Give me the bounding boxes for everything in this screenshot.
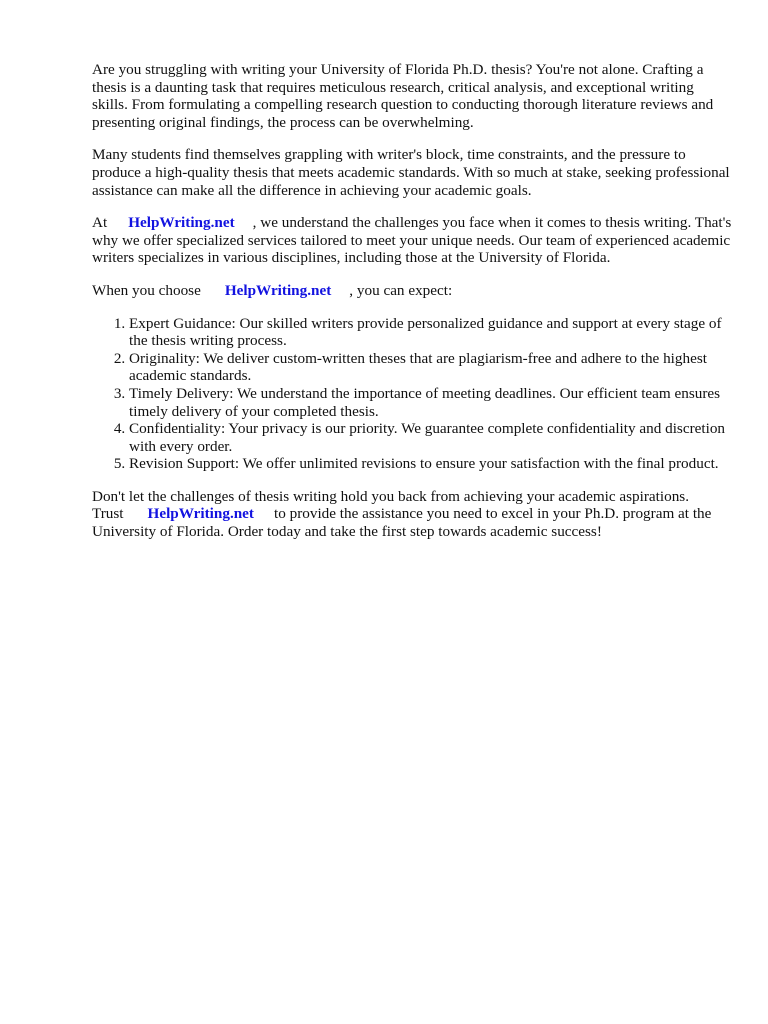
document-page (92, 61, 732, 556)
service-paragraph-lead: At (92, 214, 108, 232)
service-paragraph-text: , we understand the challenges you face when it comes to thesis writing. That's why we offer specialized services tailored to meet your unique needs. Our team of experienced academic writers specializes in various disciplines, including those at the University of Florida. (92, 214, 732, 267)
list-item-originality: 2. Originality: We deliver custom-written theses that are plagiarism-free and adhere to the highest academic standards. (129, 350, 732, 385)
intro-paragraph: Are you struggling with writing your University of Florida Ph.D. thesis? You're not alone. Crafting a thesis is a daunting task that requires meticulous research, critical analysis, and exceptional writing skills. From formulating a compelling research question to conducting thorough literature reviews and presenting original findings, the process can be overwhelming. (92, 61, 714, 131)
list-item-timely-delivery: 3. Timely Delivery: We understand the importance of meeting deadlines. Our efficient team ensures timely delivery of your completed thesis. (129, 385, 732, 420)
expect-paragraph (92, 282, 732, 300)
expect-paragraph-lead: When you choose (92, 281, 201, 299)
closing-paragraph (92, 488, 732, 541)
helpwriting-link[interactable]: HelpWriting.net (224, 281, 332, 299)
closing-paragraph-lead: Don't let the challenges of thesis writing hold you back from achieving your academic aspirations. Trust (92, 487, 689, 523)
struggles-paragraph: Many students find themselves grappling with writer's block, time constraints, and the pressure to produce a high-quality thesis that meets academic standards. With so much at stake, seeking professional assistance can make all the difference in achieving your academic goals. (92, 146, 730, 199)
closing-paragraph-text: to provide the assistance you need to excel in your Ph.D. program at the University of Florida. Order today and take the first step towards academic success! (92, 505, 712, 541)
helpwriting-link[interactable]: HelpWriting.net (147, 505, 254, 523)
list-item-confidentiality: 4. Confidentiality: Your privacy is our priority. We guarantee complete confidentiality and discretion with every order. (129, 420, 732, 455)
helpwriting-link[interactable]: HelpWriting.net (128, 214, 235, 232)
expect-paragraph-text: , you can expect: (349, 281, 453, 299)
benefits-list (92, 315, 732, 473)
list-item-revision-support: 5. Revision Support: We offer unlimited revisions to ensure your satisfaction with the final product. (129, 455, 732, 473)
service-paragraph (92, 214, 732, 267)
list-item-expert-guidance: 1. Expert Guidance: Our skilled writers provide personalized guidance and support at every stage of the thesis writing process. (129, 315, 732, 350)
